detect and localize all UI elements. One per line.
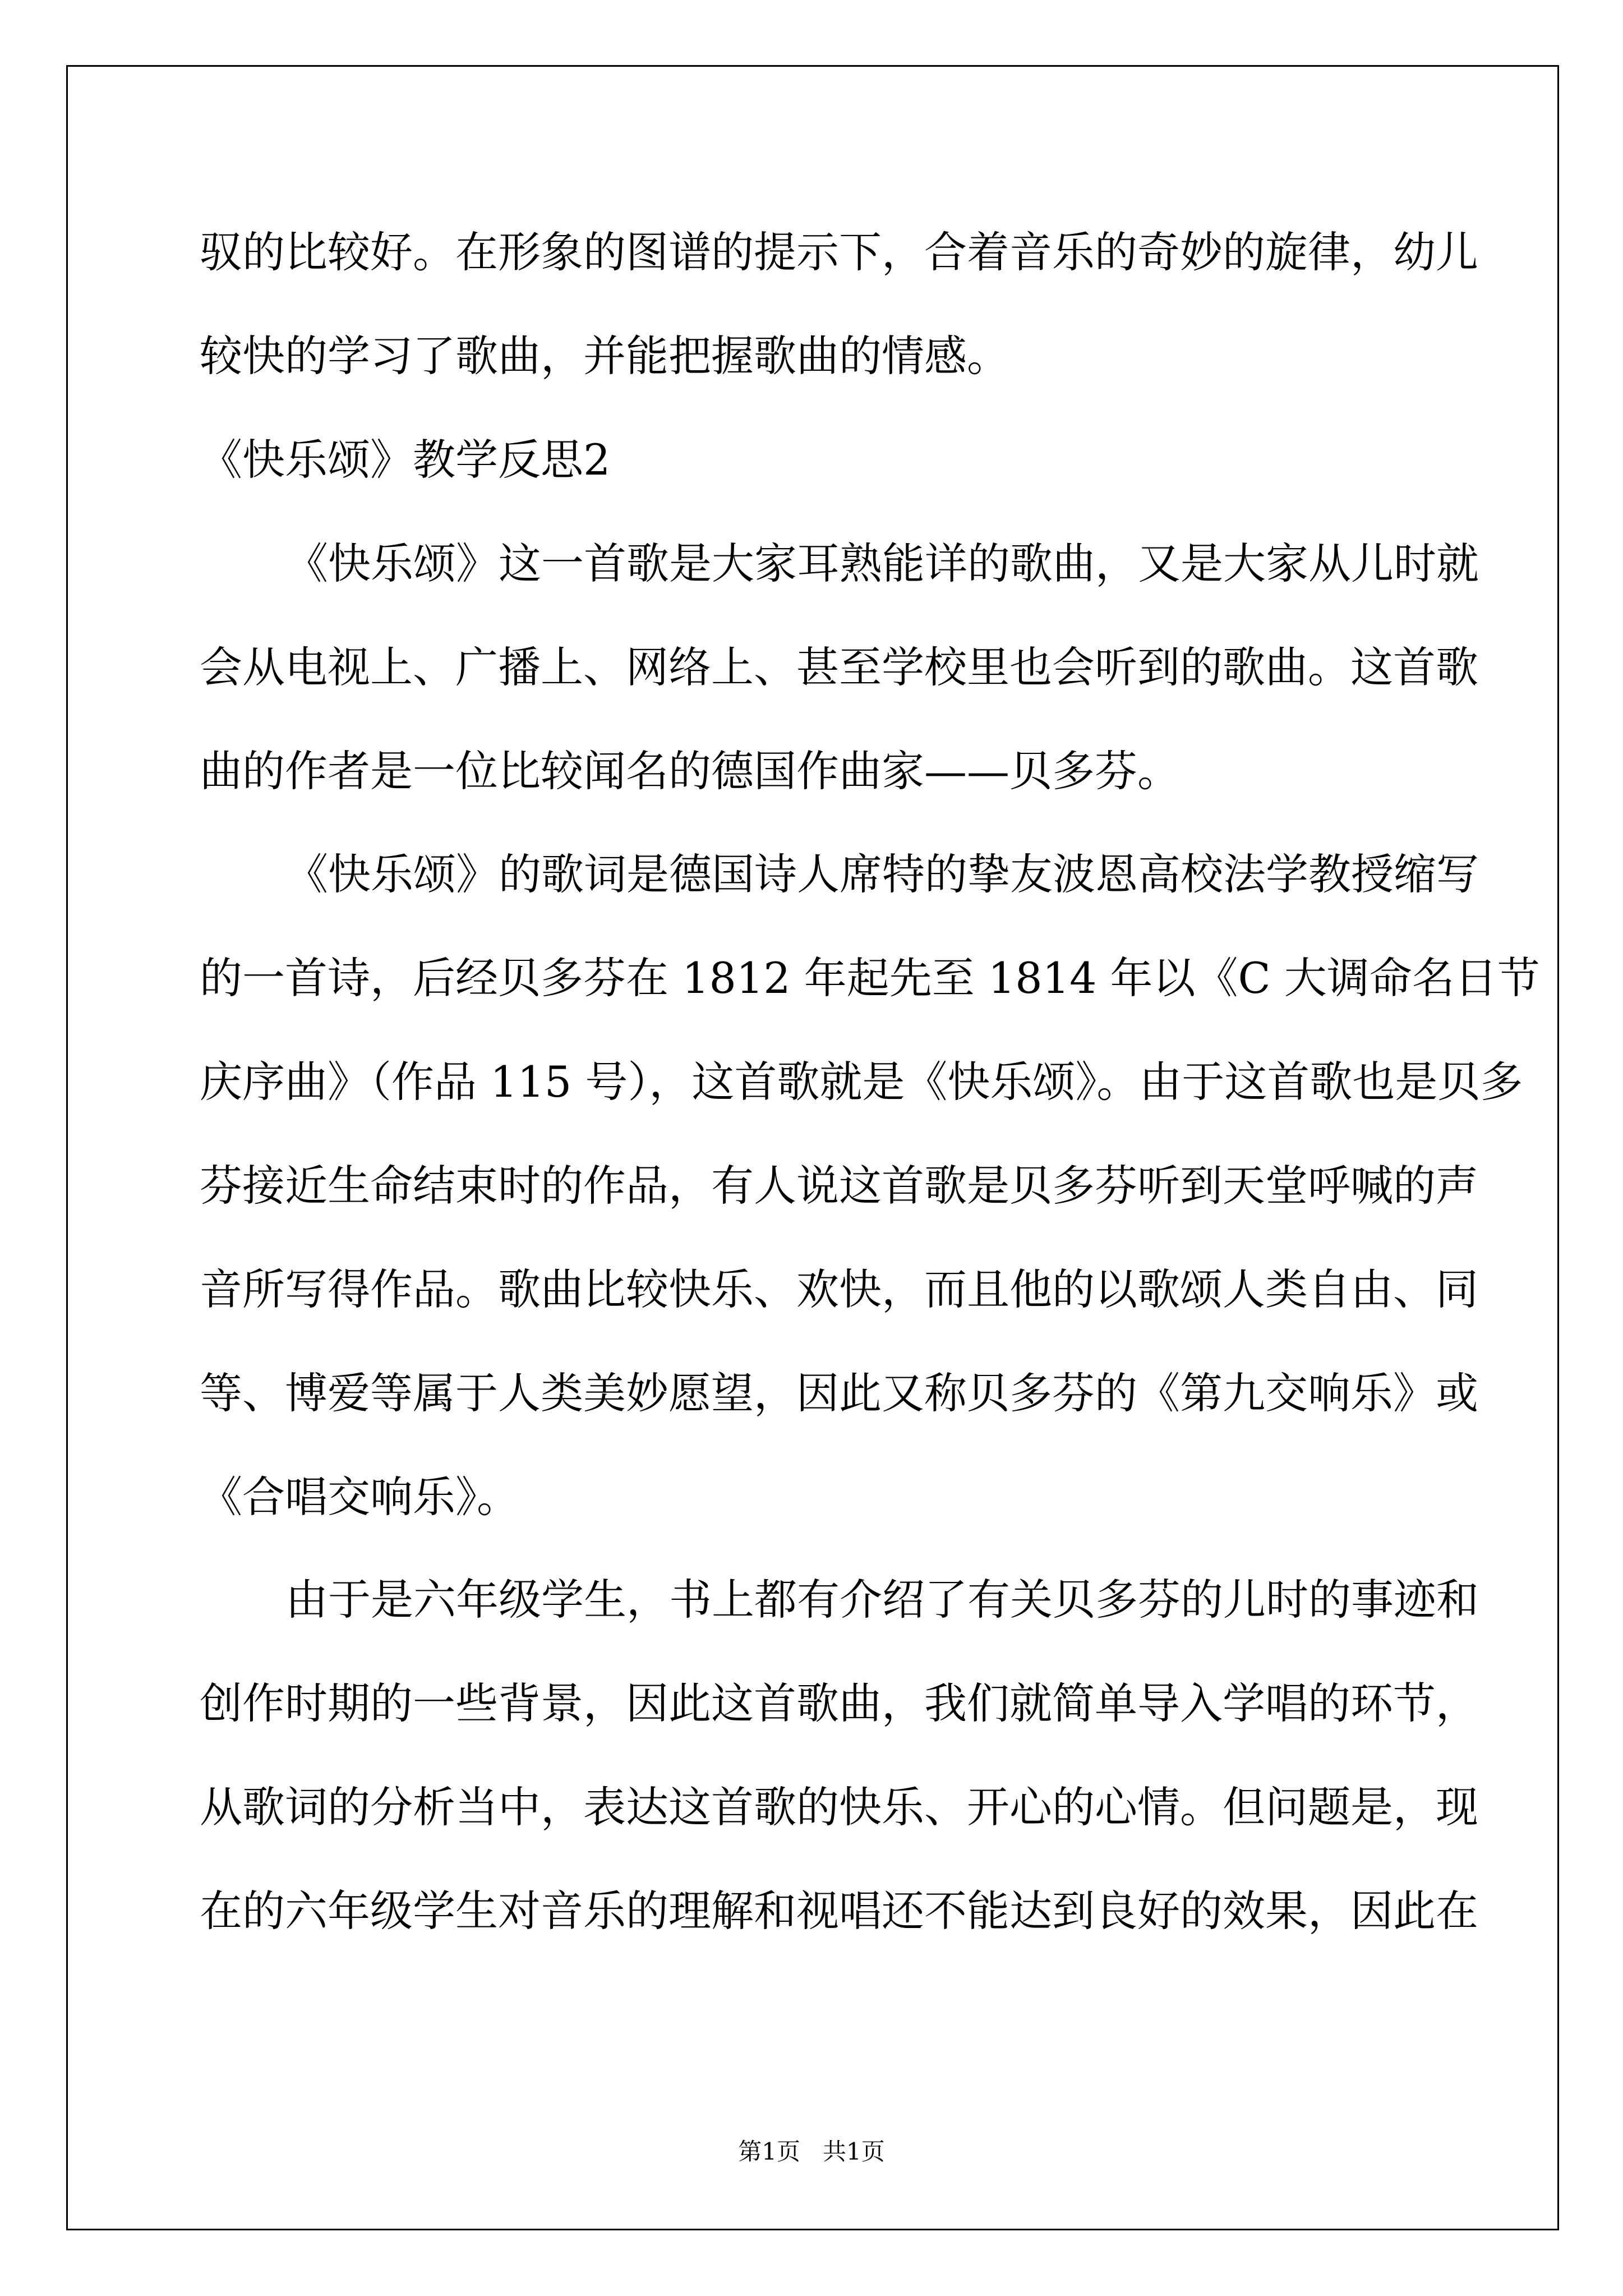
body-line-7: 《快乐颂》的歌词是德国诗人席特的挚友波恩高校法学教授缩写 — [285, 849, 1479, 899]
body-line-6: 曲的作者是一位比较闻名的德国作曲家——贝多芬。 — [200, 746, 1180, 796]
body-line-16: 从歌词的分析当中，表达这首歌的快乐、开心的心情。但问题是，现 — [200, 1782, 1478, 1832]
body-line-13: 《合唱交响乐》。 — [200, 1472, 519, 1522]
body-line-10: 芬接近生命结束时的作品，有人说这首歌是贝多芬听到天堂呼喊的声 — [200, 1161, 1478, 1211]
body-line-17: 在的六年级学生对音乐的理解和视唱还不能达到良好的效果，因此在 — [200, 1886, 1478, 1936]
body-line-15: 创作时期的一些背景，因此这首歌曲，我们就简单导入学唱的环节， — [200, 1678, 1478, 1728]
page-footer: 第1页 共1页 — [738, 2138, 885, 2165]
body-line-4: 《快乐颂》这一首歌是大家耳熟能详的歌曲，又是大家从儿时就 — [285, 539, 1479, 588]
body-line-11: 音所写得作品。歌曲比较快乐、欢快，而且他的以歌颂人类自由、同 — [200, 1264, 1478, 1314]
body-line-2: 较快的学习了歌曲，并能把握歌曲的情感。 — [200, 331, 1009, 381]
section-heading: 《快乐颂》教学反思2 — [200, 435, 611, 485]
body-line-5: 会从电视上、广播上、网络上、甚至学校里也会听到的歌曲。这首歌 — [200, 642, 1478, 692]
body-line-1: 驭的比较好。在形象的图谱的提示下，合着音乐的奇妙的旋律，幼儿 — [200, 227, 1478, 277]
body-line-12: 等、博爱等属于人类美妙愿望，因此又称贝多芬的《第九交响乐》或 — [200, 1368, 1478, 1418]
body-line-14: 由于是六年级学生，书上都有介绍了有关贝多芬的儿时的事迹和 — [285, 1575, 1479, 1625]
body-line-8: 的一首诗，后经贝多芬在 1812 年起先至 1814 年以《C 大调命名日节 — [200, 953, 1540, 1003]
body-line-9: 庆序曲》（作品 115 号），这首歌就是《快乐颂》。由于这首歌也是贝多 — [200, 1057, 1523, 1107]
